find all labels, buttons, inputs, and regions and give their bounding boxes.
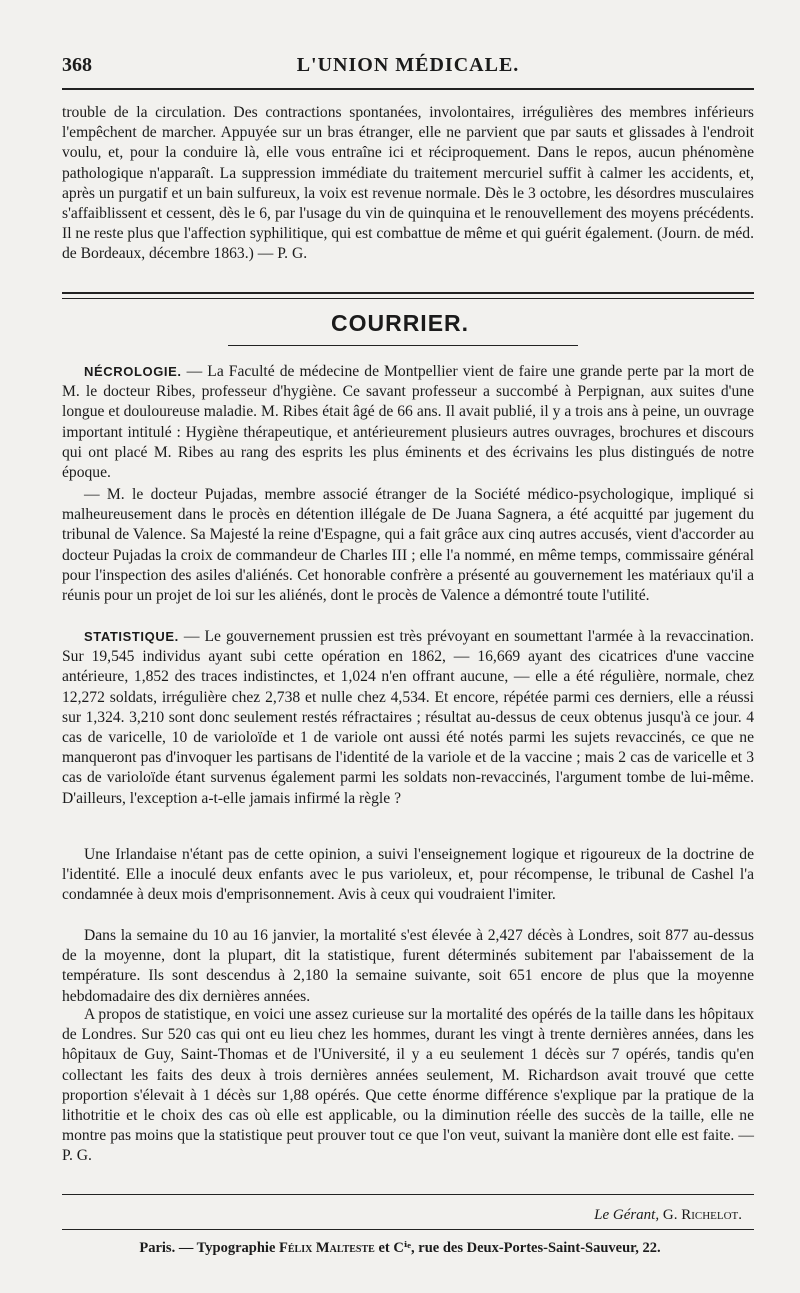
statistique-label: STATISTIQUE. <box>84 629 179 644</box>
taille-text: A propos de statistique, en voici une assez curieuse sur la mortalité des opérés de la taille dans les hôpitaux de Londres. Sur 520 cas qui ont eu lieu chez les hommes, durant les vingt à trente dernières années, dans les hôpitaux de Guy, Saint-Thomas et de l'Université, il y a eu seulement 1 décès sur 7 opérés, tandis qu'en collectant les faits des deux à trois dernières années seulement, M. Richardson avait trouvé que cette proportion s'élevait à 1 décès sur 1,88 opérés. Que cette énorme différence s'explique par la pratique de la lithotritie et le choix des cas où elle est applicable, ou la diminution réelle des succès de la taille, elle ne montre pas moins que la statistique peut prouver tout ce que l'on veut, suivant la manière dont elle est faite. — P. G. <box>62 1006 754 1165</box>
header-rule <box>62 88 754 90</box>
section-title: COURRIER. <box>330 310 470 336</box>
gerant-signature <box>594 1207 742 1224</box>
printer-imprint <box>0 1239 800 1257</box>
imprint-printer: Félix Malteste <box>279 1240 375 1256</box>
gerant-label: Le Gérant, <box>594 1207 660 1223</box>
page-number: 368 <box>62 54 92 76</box>
gerant-name: G. Richelot. <box>662 1207 742 1223</box>
imprint-suffix: et Cⁱᵉ, rue des Deux-Portes-Saint-Sauveur, 22. <box>378 1240 661 1256</box>
statistique-paragraph <box>62 627 754 809</box>
section-divider <box>62 292 754 299</box>
pujadas-text: — M. le docteur Pujadas, membre associé étranger de la Société médico-psychologique, impliqué si malheureusement dans le procès en détention illégale de De Juana Sagnera, a été acquitté par jugement du tribunal de Valence. Sa Majesté la reine d'Espagne, qui a fait grâce aux cinq autres accusés, vient d'accorder au docteur Pujadas la croix de commandeur de Charles III ; elle l'a nommé, en même temps, commissaire général pour l'inspection des asiles d'aliénés. Cet honorable confrère a présenté au gouvernement les matériaux qu'il a réunis pour un projet de loi sur les aliénés, dont le procès de Valence a démontré toute l'utilité. <box>62 486 754 605</box>
statistique-text: — Le gouvernement prussien est très prévoyant en soumettant l'armée à la revaccination. Sur 19,545 individus ayant subi cette opération en 1862, — 16,669 ayant des cicatrices d'une vaccine antérieure, 1,852 des traces indistinctes, et 1,024 n'en offrant aucune, — elle a été régulière, normale, chez 12,272 soldats, irrégulière chez 2,738 et nulle chez 4,534. Et encore, répétée parmi ces derniers, elle a réussi sur 1,324. 3,210 sont donc seulement restés réfractaires ; résultat au-dessus de ceux obtenus jusqu'à ce jour. 4 cas de varicelle, 10 de varioloïde et 1 de variole ont aussi été notés parmi les sujets revaccinés, ce que ne manqueront pas d'invoquer les partisans de l'identité de la variole et de la vaccine ; mais 2 cas de varicelle et 3 cas de varioloïde étant survenus également parmi les soldats non-revaccinés, l'argument tombe de lui-même. D'ailleurs, l'exception a-t-elle jamais infirmé la règle ? <box>62 628 754 807</box>
page-header <box>62 48 754 88</box>
bottom-rule <box>62 1194 754 1195</box>
necrologie-paragraph <box>62 362 754 483</box>
pujadas-paragraph <box>62 485 754 606</box>
imprint-prefix: Paris. — Typographie <box>139 1240 276 1256</box>
necrologie-text: — La Faculté de médecine de Montpellier vient de faire une grande perte par la mort de M. le docteur Ribes, professeur d'hygiène. Ce savant professeur a succombé à Perpignan, aux suites d'une longue et douloureuse maladie. M. Ribes était âgé de 66 ans. Il avait publié, il y a trois ans à peine, un ouvrage important intitulé : Hygiène thérapeutique, et antérieurement plusieurs autres ouvrages, brochures et discours qui ont placé M. Ribes au rang des esprits les plus éminents et des écrivains les plus distingués de notre époque. <box>62 363 754 482</box>
necrologie-label: NÉCROLOGIE. <box>84 364 182 379</box>
running-title: L'UNION MÉDICALE. <box>296 54 520 76</box>
irlandaise-text: Une Irlandaise n'étant pas de cette opinion, a suivi l'enseignement logique et rigoureux de la doctrine de l'identité. Elle a inoculé deux enfants avec le pus varioleux, et, pour récompense, le tribunal de Cashel l'a condamnée à deux mois d'emprisonnement. Avis à ceux qui voudraient l'imiter. <box>62 846 754 904</box>
title-underline <box>228 345 578 346</box>
londres-text: Dans la semaine du 10 au 16 janvier, la mortalité s'est élevée à 2,427 décès à Londres, soit 877 au-dessus de la moyenne, dont la plupart, dit la statistique, furent déterminés subitement par l'abaissement de la température. Ils sont descendus à 2,180 la semaine suivante, soit 651 encore de plus que la moyenne hebdomadaire des dix dernières années. <box>62 927 754 1005</box>
irlandaise-paragraph <box>62 845 754 906</box>
continued-article-paragraph <box>62 103 754 265</box>
londres-paragraph <box>62 926 754 1007</box>
taille-paragraph <box>62 1005 754 1167</box>
imprint-rule <box>62 1229 754 1230</box>
top-paragraph-text: trouble de la circulation. Des contractions spontanées, involontaires, irrégulières des membres inférieurs l'empêchent de marcher. Appuyée sur un bras étranger, elle ne parvient que par sauts et glissades à l'endroit voulu, et, pour la conduire là, elle vous entraîne ici et réciproquement. Dans le repos, aucun phénomène pathologique n'apparaît. La suppression immédiate du traitement mercuriel suffit à calmer les accidents, et, après un purgatif et un bain sulfureux, la voix est revenue normale. Dès le 3 octobre, les désordres musculaires s'affaiblissent et cessent, dès le 6, par l'usage du vin de quinquina et le renouvellement des moyens précédents. Il ne reste plus que l'affection syphilitique, qui est combattue de même et qui guérit également. (Journ. de méd. de Bordeaux, décembre 1863.) — P. G. <box>62 104 754 263</box>
